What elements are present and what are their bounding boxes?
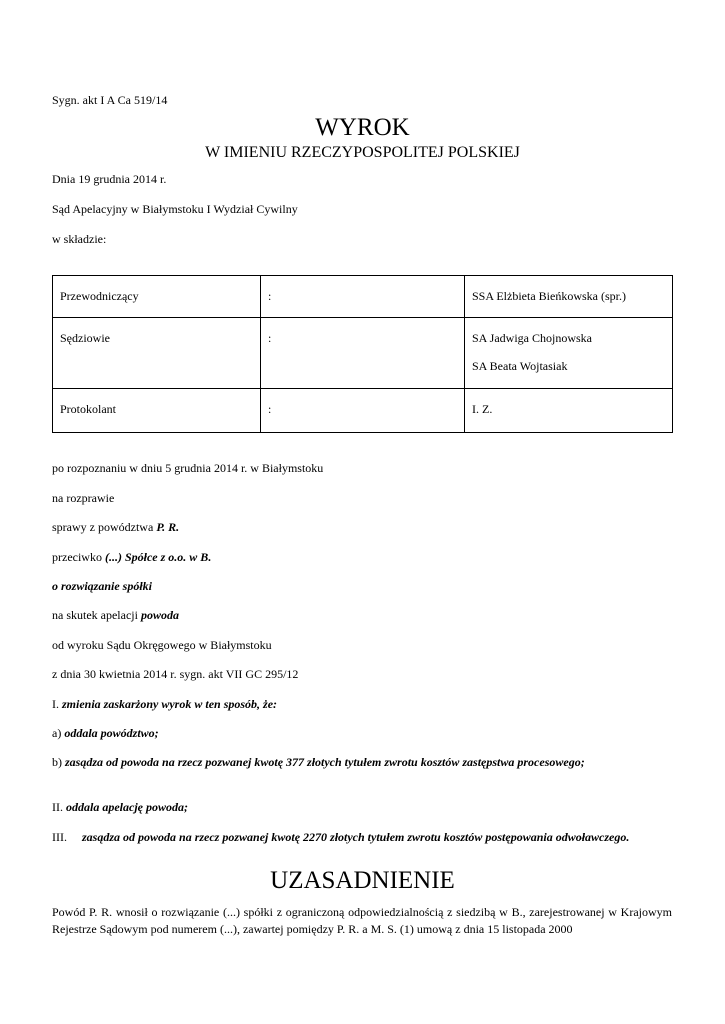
ruling-text: zasądza od powoda na rzecz pozwanej kwotę 2270 złotych tytułem zwrotu kosztów postępowania odwoławczego.	[82, 830, 630, 844]
case-prefix: sprawy z powództwa	[52, 520, 157, 534]
appellant: powoda	[140, 608, 179, 622]
name-cell: I. Z.	[465, 389, 673, 433]
name-cell: SSA Elżbieta Bieńkowska (spr.)	[465, 276, 673, 318]
separator-cell: :	[261, 318, 465, 389]
appeal-line	[52, 608, 179, 623]
ruling-text: oddala powództwo;	[64, 726, 159, 740]
ruling-number: I.	[52, 697, 62, 711]
appeal-prefix: na skutek apelacji	[52, 608, 141, 622]
table-row	[53, 276, 673, 318]
plaintiff-name: P. R.	[156, 520, 180, 534]
ruling-number: II.	[52, 800, 66, 814]
judgment-date: Dnia 19 grudnia 2014 r.	[52, 172, 167, 186]
document-subtitle: W IMIENIU RZECZYPOSPOLITEJ POLSKIEJ	[205, 144, 520, 161]
ruling-i	[52, 697, 277, 712]
role-cell: Sędziowie	[53, 318, 261, 389]
role-cell: Protokolant	[53, 389, 261, 433]
ruling-iii	[52, 829, 672, 846]
document-title: WYROK	[315, 114, 410, 141]
table-row	[53, 389, 673, 433]
separator-cell: :	[261, 276, 465, 318]
ruling-number: b)	[52, 755, 65, 769]
ruling-a	[52, 726, 159, 741]
court-name: Sąd Apelacyjny w Białymstoku I Wydział Cywilny	[52, 202, 298, 216]
ruling-b	[52, 754, 672, 771]
against-prefix: przeciwko	[52, 550, 105, 564]
justification-text: Powód P. R. wnosił o rozwiązanie (...) spółki z ograniczoną odpowiedzialnością z siedzibą w B., zarejestrowanej w Krajowym Rejestrze Sądowym pod numerem (...), zawartej pomiędzy P. R. a M. S. (1) umową z dnia 15 listopada 2000	[52, 905, 672, 936]
role-cell: Przewodniczący	[53, 276, 261, 318]
case-subject: o rozwiązanie spółki	[52, 579, 153, 593]
trial-info: na rozprawie	[52, 491, 115, 505]
case-plaintiff-line	[52, 520, 179, 535]
hearing-info: po rozpoznaniu w dniu 5 grudnia 2014 r. w Białymstoku	[52, 461, 324, 475]
ruling-text: oddala apelację powoda;	[66, 800, 188, 814]
ruling-ii	[52, 800, 188, 815]
composition-table	[52, 275, 673, 433]
judgment-reference: z dnia 30 kwietnia 2014 r. sygn. akt VII GC 295/12	[52, 667, 299, 681]
ruling-text: zmienia zaskarżony wyrok w ten sposób, że:	[62, 697, 278, 711]
case-defendant-line	[52, 550, 211, 565]
ruling-number: a)	[52, 726, 65, 740]
table-row	[53, 318, 673, 389]
name-cell	[465, 318, 673, 389]
defendant-name: (...) Spółce z o.o. w B.	[104, 550, 212, 564]
ruling-text: zasądza od powoda na rzecz pozwanej kwotę 377 złotych tytułem zwrotu kosztów zastępstwa procesowego;	[65, 755, 585, 769]
ruling-number: III.	[52, 830, 70, 844]
case-signature: Sygn. akt I A Ca 519/14	[52, 93, 168, 107]
from-judgment: od wyroku Sądu Okręgowego w Białymstoku	[52, 638, 272, 652]
composition-label: w składzie:	[52, 232, 107, 246]
justification-title: UZASADNIENIE	[270, 867, 455, 894]
judge-name: SA Beata Wojtasiak	[472, 359, 568, 373]
separator-cell: :	[261, 389, 465, 433]
judge-name: SA Jadwiga Chojnowska	[472, 331, 592, 345]
